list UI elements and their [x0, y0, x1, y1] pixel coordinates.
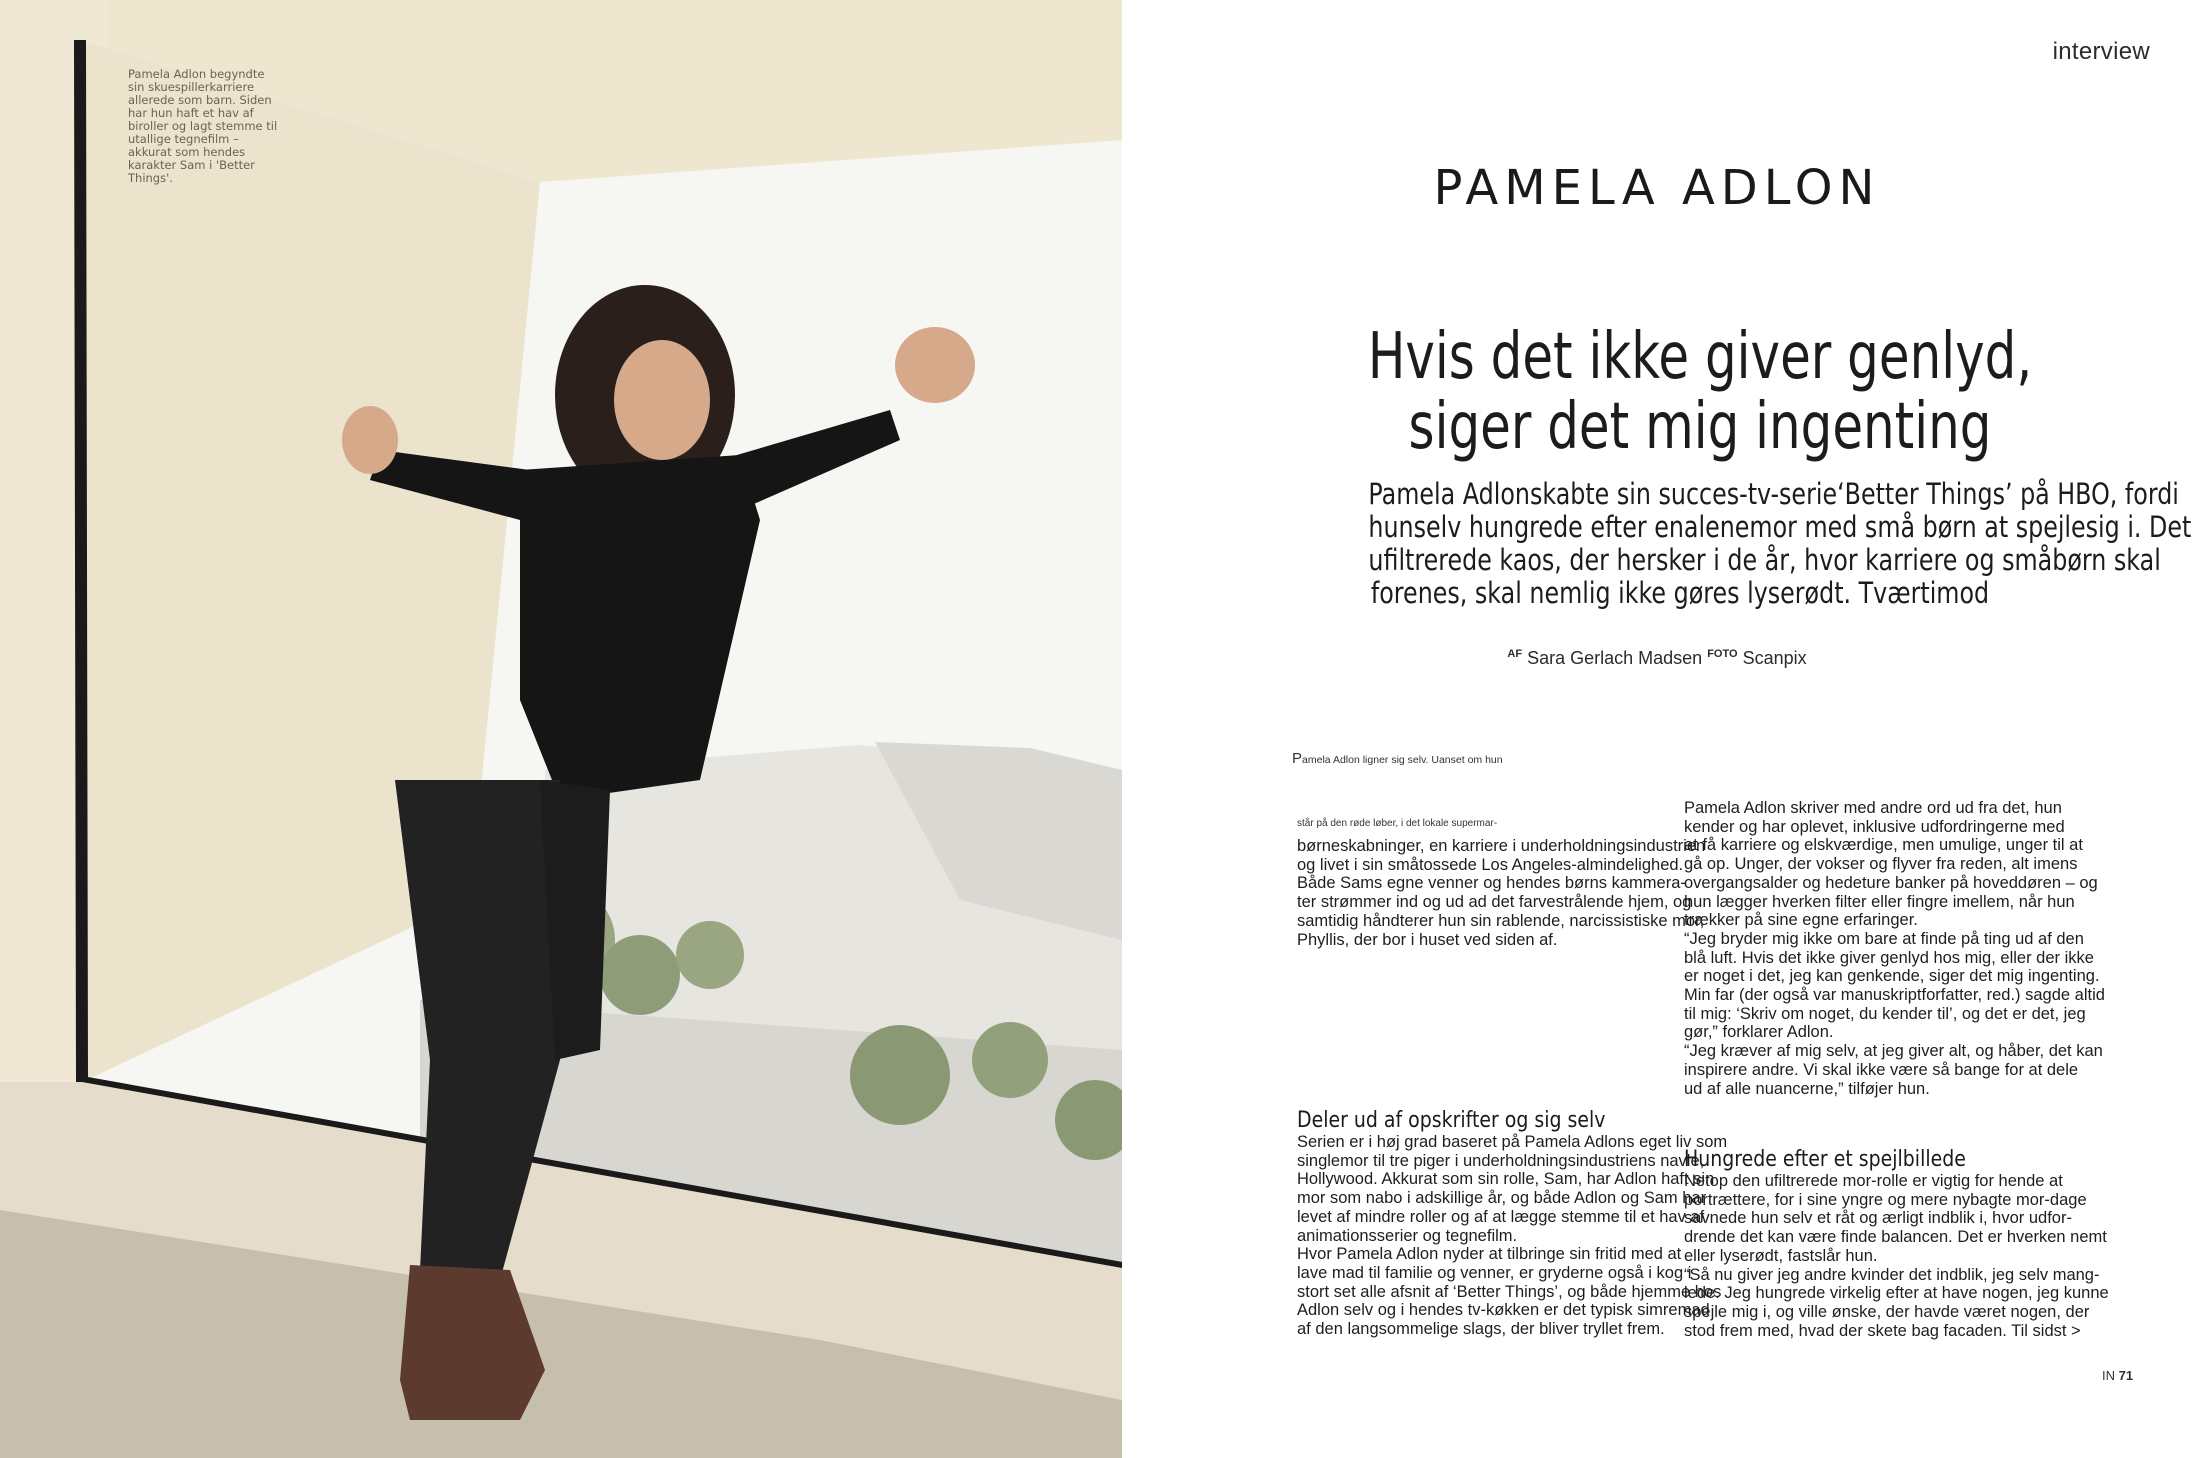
body-column-d	[1684, 1147, 2109, 1340]
body-line: børneskabninger, en karriere i underholdningsindustrien	[1297, 837, 1706, 855]
photographer-name: Scanpix	[1742, 648, 1807, 668]
body-line: til mig: ‘Skriv om noget, du kender til’, og det er det, jeg	[1684, 1004, 2086, 1023]
body-line: animationsserier og tegnefilm.	[1297, 1226, 1518, 1245]
body-line: kender og har oplevet, inklusive udfordringerne med	[1684, 817, 2065, 836]
page-folio	[2102, 1368, 2133, 1383]
body-line: Hollywood. Akkurat som sin rolle, Sam, har Adlon haft sin	[1297, 1170, 1715, 1189]
body-line: ter strømmer ind og ud ad det farvestrålende hjem, og	[1297, 893, 1692, 912]
standfirst-line: Pamela Adlonskabte sin succes-tv-serie‘Better Things’ på HBO, fordi	[1368, 477, 2179, 511]
body-line: Serien er i høj grad baseret på Pamela Adlons eget liv som	[1297, 1133, 1728, 1151]
body-line: trækker på sine egne erfaringer.	[1684, 911, 1918, 930]
subheading: Deler ud af opskrifter og sig selv	[1297, 1108, 1606, 1133]
body-line: er noget i det, jeg kan genkende, siger det mig ingenting.	[1684, 967, 2100, 986]
body-line: gå op. Unger, der vokser og flyver fra reden, alt imens	[1684, 855, 2078, 874]
body-line: ud af alle nuancerne,” tilføjer hun.	[1684, 1079, 1930, 1098]
headline	[1310, 322, 2090, 462]
body-line: af den langsommelige slags, der bliver tryllet frem.	[1297, 1320, 1665, 1339]
image-caption-line-1: Pamela Adlon ligner sig selv. Uanset om hun	[1292, 750, 1503, 767]
standfirst-line: ufiltrerede kaos, der hersker i de år, hvor karriere og småbørn skal	[1368, 543, 2161, 577]
subheading: Hungrede efter et spejlbillede	[1684, 1147, 1966, 1172]
body-line: savnede hun selv et råt og ærligt indblik i, hvor udfor-	[1684, 1209, 2072, 1228]
photo-label: FOTO	[1707, 648, 1738, 660]
body-line: “Jeg bryder mig ikke om bare at finde på ting ud af den	[1684, 929, 2084, 948]
body-line: Pamela Adlon skriver med andre ord ud fra det, hun	[1684, 799, 2062, 817]
body-line: eller lyserødt, fastslår hun.	[1684, 1246, 1878, 1265]
body-line: drende det kan være finde balancen. Det er hverken nemt	[1684, 1228, 2107, 1247]
body-column-b	[1684, 799, 2105, 1098]
standfirst-line: forenes, skal nemlig ikke gøres lyserødt. Tværtimod	[1370, 576, 1990, 610]
standfirst	[1300, 477, 2192, 610]
body-line: spejle mig i, og ville ønske, der havde været nogen, der	[1684, 1302, 2090, 1321]
body-line: Netop den ufiltrerede mor-rolle er vigtig for hende at	[1684, 1172, 2063, 1190]
body-line: mor som nabo i adskillige år, og både Adlon og Sam har	[1297, 1189, 1707, 1208]
page-number: 71	[2118, 1368, 2134, 1383]
body-line: stod frem med, hvad der skete bag facaden. Til sidst >	[1684, 1321, 2081, 1340]
headline-line-1: Hvis det ikke giver genlyd,	[1367, 320, 2033, 394]
section-label: interview	[2052, 38, 2150, 65]
body-column-a	[1297, 837, 1706, 949]
body-column-c	[1297, 1108, 1728, 1339]
body-line: “Så nu giver jeg andre kvinder det indblik, jeg selv mang-	[1684, 1265, 2100, 1284]
body-line: samtidig håndterer hun sin rablende, narcissistiske mor,	[1297, 911, 1705, 930]
byline	[1122, 648, 2192, 669]
body-line: lave mad til familie og venner, er gryderne også i kog i	[1297, 1263, 1692, 1282]
image-caption-line-2: står på den røde løber, i det lokale supermar-	[1297, 818, 1498, 829]
body-line: Phyllis, der bor i huset ved siden af.	[1297, 930, 1558, 949]
body-line: inspirere andre. Vi skal ikke være så bange for at dele	[1684, 1060, 2079, 1079]
body-line: stort set alle afsnit af ‘Better Things’, og både hjemme hos	[1297, 1282, 1722, 1301]
author-label: AF	[1507, 648, 1523, 660]
body-line: levet af mindre roller og af at lægge stemme til et hav af	[1297, 1207, 1705, 1226]
body-line: Både Sams egne venner og hendes børns kammera-	[1297, 874, 1686, 893]
body-line: lede. Jeg hungrede virkelig efter at have nogen, jeg kunne	[1684, 1284, 2109, 1303]
standfirst-line: hunselv hungrede efter enalenemor med små børn at spejlesig i. Det	[1368, 510, 2192, 544]
photo-caption: Pamela Adlon begyndte sin skuespillerkarriere allerede som barn. Siden har hun haft et hav af biroller og lagt stemme til utallige tegnefilm – akkurat som hendes karakter Sam i 'Better Things'.	[128, 67, 278, 185]
body-line: hun lægger hverken filter eller fingre imellem, når hun	[1684, 892, 2075, 911]
body-line: gør,” forklarer Adlon.	[1684, 1023, 1834, 1042]
body-line: og livet i sin småtossede Los Angeles-almindelighed.	[1297, 855, 1684, 874]
body-line: overgangsalder og hedeture banker på hoveddøren – og	[1684, 873, 2098, 892]
body-line: Adlon selv og i hendes tv-køkken er det typisk simremad	[1297, 1301, 1710, 1320]
interview-subject-name: PAMELA ADLON	[1433, 160, 1881, 216]
body-line: portrættere, for i sine yngre og mere nybagte mor-dage	[1684, 1190, 2087, 1209]
body-line: singlemor til tre piger i underholdningsindustriens navle,	[1297, 1151, 1705, 1170]
body-line: Hvor Pamela Adlon nyder at tilbringe sin fritid med at	[1297, 1245, 1682, 1264]
author-name: Sara Gerlach Madsen	[1527, 648, 1703, 668]
body-line: blå luft. Hvis det ikke giver genlyd hos mig, eller der ikke	[1684, 948, 2094, 967]
headline-line-2: siger det mig ingenting	[1408, 390, 1992, 464]
magazine-label: IN	[2102, 1368, 2115, 1383]
body-line: Min far (der også var manuskriptforfatter, red.) sagde altid	[1684, 986, 2105, 1005]
body-line: “Jeg kræver af mig selv, at jeg giver alt, og håber, det kan	[1684, 1042, 2103, 1061]
body-line: at få karriere og elskværdige, men umulige, unger til at	[1684, 836, 2083, 855]
